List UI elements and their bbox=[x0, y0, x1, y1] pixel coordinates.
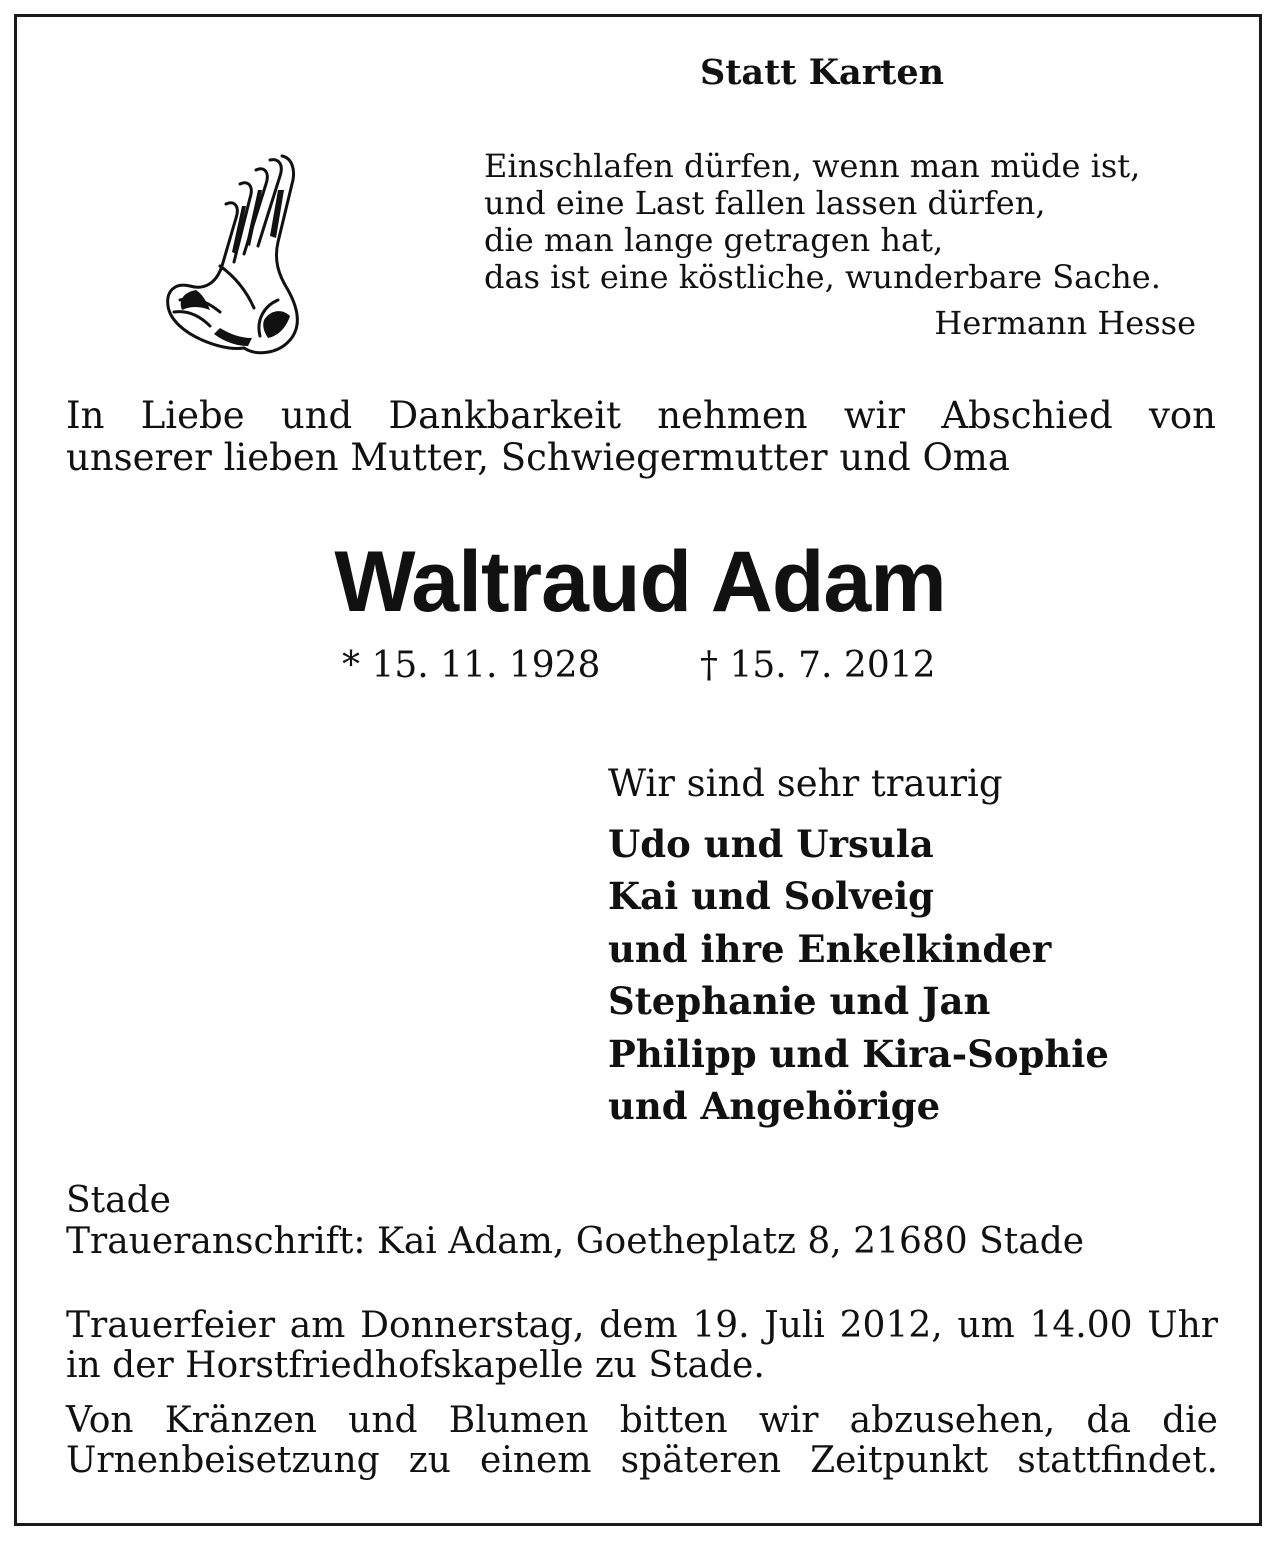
address-place: Stade bbox=[66, 1180, 171, 1221]
poem-line: das ist eine köstliche, wunderbare Sache. bbox=[484, 258, 1161, 296]
birth-date: * 15. 11. 1928 bbox=[342, 645, 601, 686]
notice-header: Statt Karten bbox=[699, 52, 945, 93]
mourners-intro: Wir sind sehr traurig bbox=[608, 762, 1003, 805]
mourner-name: Kai und Solveig bbox=[608, 874, 935, 919]
note-line: Urnenbeisetzung zu einem späteren Zeitpunkt stattfindet. bbox=[66, 1440, 1218, 1481]
mourner-name: und Angehörige bbox=[608, 1083, 941, 1128]
poem-line: und eine Last fallen lassen dürfen, bbox=[484, 184, 1046, 222]
death-date: † 15. 7. 2012 bbox=[700, 645, 936, 686]
ceremony-info bbox=[66, 1306, 1218, 1386]
deceased-name: Waltraud Adam bbox=[334, 534, 946, 630]
flowers-note bbox=[66, 1401, 1218, 1481]
mourning-address bbox=[66, 1180, 1084, 1262]
poem bbox=[484, 148, 1161, 296]
ceremony-line: in der Horstfriedhofskapelle zu Stade. bbox=[66, 1345, 765, 1386]
poem-author: Hermann Hesse bbox=[934, 304, 1196, 342]
intro-line: In Liebe und Dankbarkeit nehmen wir Abschied von bbox=[66, 394, 1216, 437]
intro-line: unserer lieben Mutter, Schwiegermutter und Oma bbox=[66, 436, 1010, 479]
mourners-list bbox=[608, 818, 1109, 1132]
ceremony-line: Trauerfeier am Donnerstag, dem 19. Juli 2012, um 14.00 Uhr bbox=[66, 1305, 1218, 1346]
mourner-name: Udo und Ursula bbox=[608, 822, 934, 866]
poem-line: die man lange getragen hat, bbox=[484, 221, 944, 259]
address-line: Traueranschrift: Kai Adam, Goetheplatz 8, 21680 Stade bbox=[66, 1221, 1085, 1262]
mourner-name: Stephanie und Jan bbox=[608, 979, 991, 1024]
intro-text bbox=[66, 395, 1216, 479]
mourner-name: und ihre Enkelkinder bbox=[608, 926, 1052, 971]
mourner-name: Philipp und Kira-Sophie bbox=[608, 1031, 1109, 1076]
note-line: Von Kränzen und Blumen bitten wir abzusehen, da die bbox=[66, 1400, 1218, 1441]
poem-line: Einschlafen dürfen, wenn man müde ist, bbox=[484, 147, 1141, 185]
